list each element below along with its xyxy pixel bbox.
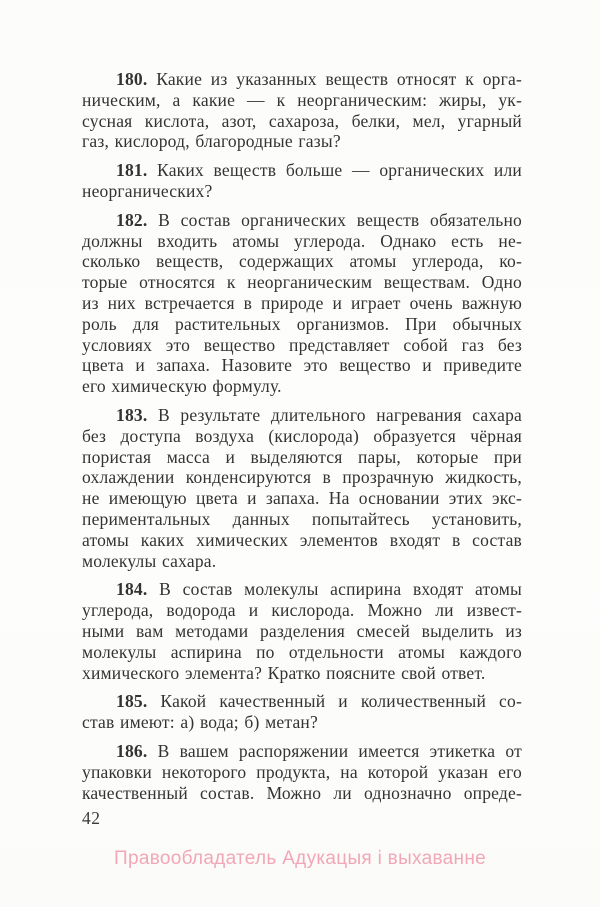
text-line: условиях это вещество представляет собой газ без (82, 334, 522, 355)
text-line: не имеющую цвета и запаха. На основании этих экс- (82, 488, 522, 509)
text-line: 186. В вашем распоряжении имеется этикетка от (116, 740, 522, 761)
text-line: периментальных данных попытайтесь установить, (82, 508, 522, 529)
text-line: качественный состав. Можно ли однозначно опреде- (82, 782, 522, 803)
paragraph-number: 184. (116, 579, 148, 600)
text-line: роль для растительных организмов. При обычных (82, 313, 522, 334)
paragraph-number: 181. (116, 160, 148, 181)
text-line: без доступа воздуха (кислорода) образуется чёрная (82, 425, 522, 446)
page-number: 42 (82, 808, 101, 828)
text-line: став имеют: а) вода; б) метан? (82, 712, 318, 733)
text-line: атомы каких химических элементов входят в состав (82, 529, 522, 550)
text-line: 183. В результате длительного нагревания сахара (116, 404, 522, 425)
text-line: газ, кислород, благородные газы? (82, 131, 341, 152)
text-line: химического элемента? Кратко поясните свой ответ. (82, 662, 486, 683)
paragraph-186 (82, 741, 522, 803)
paragraph-number: 185. (116, 691, 148, 712)
text-line: молекулы сахара. (82, 550, 217, 571)
paragraph-number: 182. (116, 209, 148, 230)
text-column (82, 69, 522, 811)
paragraph-180 (82, 69, 522, 152)
text-line: сусная кислота, азот, сахароза, белки, мел, угарный (82, 110, 522, 131)
text-line: ническим, а какие — к неорганическим: жиры, ук- (82, 89, 522, 110)
text-line: неорганических? (82, 180, 213, 201)
paragraph-number: 180. (116, 69, 148, 89)
text-line: 185. Какой качественный и количественный со- (116, 691, 522, 712)
copyright-footer: Правообладатель Адукацыя і выхаванне (114, 848, 486, 869)
text-line: охлаждении конденсируются в прозрачную жидкость, (82, 467, 522, 488)
text-line: молекулы аспирина по отдельности атомы каждого (82, 641, 522, 662)
paragraph-number: 183. (116, 404, 148, 425)
text-line: должны входить атомы углерода. Однако есть не- (82, 230, 522, 251)
paragraph-181 (82, 160, 522, 202)
paragraph-185 (82, 691, 522, 733)
text-line: его химическую формулу. (82, 376, 282, 397)
text-line: углерода, водорода и кислорода. Можно ли извест- (82, 600, 522, 621)
text-line: пористая масса и выделяются пары, которые при (82, 446, 522, 467)
text-line: из них встречается в природе и играет очень важную (82, 292, 522, 313)
text-line: 182. В состав органических веществ обязательно (116, 209, 522, 230)
text-line: сколько веществ, содержащих атомы углерода, ко- (82, 251, 522, 272)
paragraph-182 (82, 210, 522, 397)
text-line: упаковки некоторого продукта, на которой указан его (82, 761, 522, 782)
text-line: 181. Каких веществ больше — органических или (116, 160, 522, 181)
paragraph-number: 186. (116, 740, 148, 761)
text-line: торые относятся к неорганическим веществам. Одно (82, 272, 522, 293)
text-line: 184. В состав молекулы аспирина входят атомы (116, 579, 522, 600)
text-line: ными вам методами разделения смесей выделить из (82, 620, 522, 641)
text-line: цвета и запаха. Назовите это вещество и приведите (82, 355, 522, 376)
text-line: 180. Какие из указанных веществ относят к орга- (116, 69, 522, 89)
paragraph-183 (82, 405, 522, 571)
paragraph-184 (82, 579, 522, 683)
